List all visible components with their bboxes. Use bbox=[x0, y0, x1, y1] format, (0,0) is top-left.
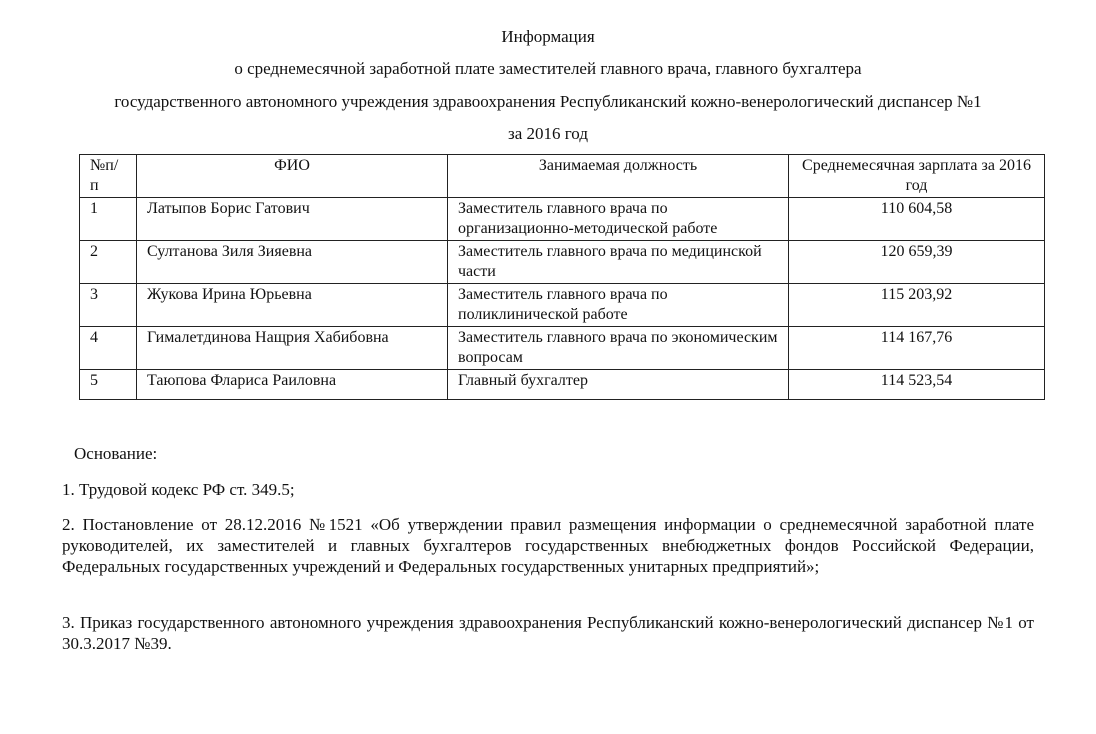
basis-title: Основание: bbox=[74, 444, 158, 463]
row-position: Заместитель главного врача по медицинской части bbox=[448, 241, 789, 284]
basis-item-resolution: 2. Постановление от 28.12.2016 №1521 «Об утверждении правил размещения информации о среднемесячной заработной плате руководителей, их заместителей и главных бухгалтеров государственных внебюджетных фондов Российской Федерации, Федеральных государственных учреждений и Федеральных государственных унитарных предприятий»; bbox=[62, 515, 1034, 576]
table-header-row bbox=[80, 155, 1045, 198]
institution-name: государственного автономного учреждения здравоохранения Республиканский кожно-венерологический диспансер №1 bbox=[114, 92, 982, 111]
header-salary: Среднемесячная зарплата за 2016 год bbox=[789, 155, 1045, 198]
row-position: Заместитель главного врача по организационно-методической работе bbox=[448, 198, 789, 241]
row-fio: Гималетдинова Нащрия Хабибовна bbox=[137, 327, 448, 370]
row-salary: 114 523,54 bbox=[789, 370, 1045, 400]
basis-item-labor-code: 1. Трудовой кодекс РФ ст. 349.5; bbox=[62, 480, 295, 499]
row-salary: 110 604,58 bbox=[789, 198, 1045, 241]
row-position: Заместитель главного врача по поликлинической работе bbox=[448, 284, 789, 327]
table-row bbox=[80, 327, 1045, 370]
row-num: 3 bbox=[80, 284, 137, 327]
row-num: 4 bbox=[80, 327, 137, 370]
table-row bbox=[80, 241, 1045, 284]
row-position: Заместитель главного врача по экономическим вопросам bbox=[448, 327, 789, 370]
row-fio: Жукова Ирина Юрьевна bbox=[137, 284, 448, 327]
row-num: 5 bbox=[80, 370, 137, 400]
row-num: 1 bbox=[80, 198, 137, 241]
basis-item-order: 3. Приказ государственного автономного учреждения здравоохранения Республиканский кожно-венерологический диспансер №1 от 30.3.2017 №39. bbox=[62, 613, 1034, 653]
row-fio: Таюпова Флариса Раиловна bbox=[137, 370, 448, 400]
salary-table bbox=[79, 154, 1045, 400]
header-num: №п/п bbox=[80, 155, 137, 198]
document-year: за 2016 год bbox=[508, 124, 588, 143]
table-row bbox=[80, 284, 1045, 327]
row-fio: Латыпов Борис Гатович bbox=[137, 198, 448, 241]
row-num: 2 bbox=[80, 241, 137, 284]
row-position: Главный бухгалтер bbox=[448, 370, 789, 400]
header-fio: ФИО bbox=[137, 155, 448, 198]
document-subtitle: о среднемесячной заработной плате заместителей главного врача, главного бухгалтера bbox=[234, 59, 862, 78]
row-salary: 115 203,92 bbox=[789, 284, 1045, 327]
table-row bbox=[80, 370, 1045, 400]
row-salary: 114 167,76 bbox=[789, 327, 1045, 370]
document-title: Информация bbox=[501, 27, 595, 46]
row-fio: Султанова Зиля Зияевна bbox=[137, 241, 448, 284]
table-row bbox=[80, 198, 1045, 241]
row-salary: 120 659,39 bbox=[789, 241, 1045, 284]
header-position: Занимаемая должность bbox=[448, 155, 789, 198]
